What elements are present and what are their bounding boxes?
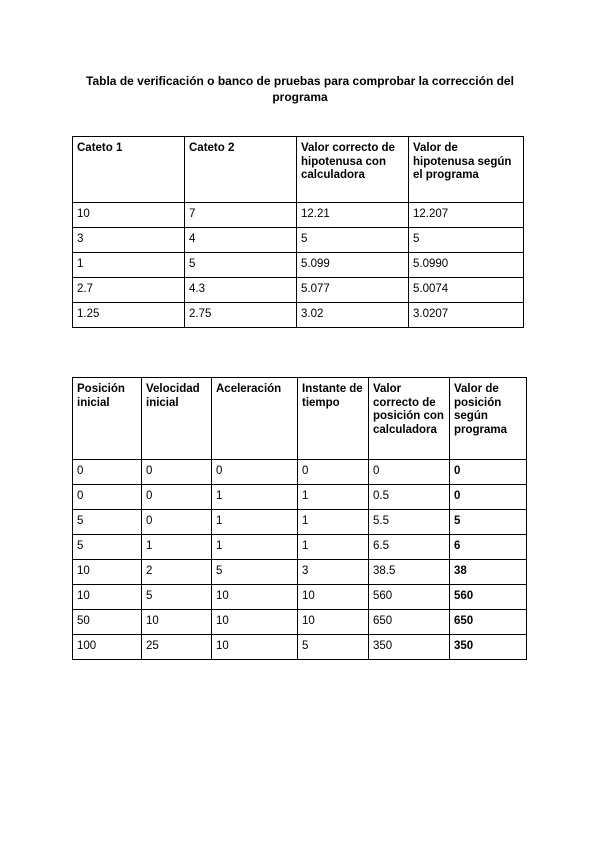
cell-posicion-inicial: 10: [73, 560, 142, 585]
header-instante-tiempo: Instante de tiempo: [298, 378, 369, 460]
cell-instante-tiempo: 3: [298, 560, 369, 585]
hypotenuse-verification-table: [72, 136, 524, 328]
cell-posicion-inicial: 5: [73, 535, 142, 560]
cell-aceleracion: 5: [212, 560, 298, 585]
cell-posicion-programa: 0: [450, 485, 527, 510]
cell-instante-tiempo: 5: [298, 635, 369, 660]
table-header-row: [73, 137, 524, 203]
cell-posicion-calculadora: 6.5: [369, 535, 450, 560]
table-row: [73, 535, 527, 560]
cell-velocidad-inicial: 0: [142, 510, 212, 535]
cell-aceleracion: 10: [212, 610, 298, 635]
cell-hipotenusa-programa: 3.0207: [409, 303, 524, 328]
cell-posicion-programa: 0: [450, 460, 527, 485]
cell-posicion-calculadora: 0: [369, 460, 450, 485]
cell-hipotenusa-calculadora: 5: [297, 228, 409, 253]
cell-cateto-1: 3: [73, 228, 185, 253]
cell-posicion-calculadora: 560: [369, 585, 450, 610]
cell-instante-tiempo: 10: [298, 610, 369, 635]
cell-posicion-calculadora: 5.5: [369, 510, 450, 535]
cell-posicion-programa: 560: [450, 585, 527, 610]
cell-posicion-inicial: 5: [73, 510, 142, 535]
cell-aceleracion: 1: [212, 510, 298, 535]
header-aceleracion: Aceleración: [212, 378, 298, 460]
table-row: [73, 228, 524, 253]
cell-cateto-1: 2.7: [73, 278, 185, 303]
table-header-row: [73, 378, 527, 460]
cell-posicion-programa: 650: [450, 610, 527, 635]
cell-posicion-inicial: 0: [73, 485, 142, 510]
cell-posicion-inicial: 50: [73, 610, 142, 635]
cell-velocidad-inicial: 1: [142, 535, 212, 560]
table-row: [73, 460, 527, 485]
cell-posicion-calculadora: 350: [369, 635, 450, 660]
cell-posicion-programa: 38: [450, 560, 527, 585]
position-verification-table: [72, 377, 527, 660]
cell-posicion-inicial: 100: [73, 635, 142, 660]
cell-hipotenusa-calculadora: 3.02: [297, 303, 409, 328]
cell-aceleracion: 1: [212, 535, 298, 560]
header-posicion-inicial: Posición inicial: [73, 378, 142, 460]
cell-posicion-inicial: 10: [73, 585, 142, 610]
table-row: [73, 485, 527, 510]
header-posicion-programa: Valor de posición según programa: [450, 378, 527, 460]
header-cateto-1: Cateto 1: [73, 137, 185, 203]
cell-hipotenusa-programa: 5.0990: [409, 253, 524, 278]
cell-posicion-calculadora: 38.5: [369, 560, 450, 585]
cell-hipotenusa-programa: 5: [409, 228, 524, 253]
cell-instante-tiempo: 1: [298, 535, 369, 560]
cell-posicion-calculadora: 650: [369, 610, 450, 635]
cell-cateto-2: 2.75: [185, 303, 297, 328]
header-posicion-calculadora: Valor correcto de posición con calculadora: [369, 378, 450, 460]
cell-velocidad-inicial: 5: [142, 585, 212, 610]
table-row: [73, 253, 524, 278]
cell-aceleracion: 10: [212, 635, 298, 660]
header-cateto-2: Cateto 2: [185, 137, 297, 203]
table-row: [73, 560, 527, 585]
table-row: [73, 635, 527, 660]
cell-aceleracion: 1: [212, 485, 298, 510]
cell-posicion-inicial: 0: [73, 460, 142, 485]
cell-instante-tiempo: 1: [298, 485, 369, 510]
cell-instante-tiempo: 10: [298, 585, 369, 610]
cell-cateto-2: 4.3: [185, 278, 297, 303]
cell-aceleracion: 10: [212, 585, 298, 610]
cell-aceleracion: 0: [212, 460, 298, 485]
header-hipotenusa-calculadora: Valor correcto de hipotenusa con calculadora: [297, 137, 409, 203]
cell-cateto-1: 1: [73, 253, 185, 278]
table-row: [73, 610, 527, 635]
cell-velocidad-inicial: 25: [142, 635, 212, 660]
table-row: [73, 585, 527, 610]
cell-instante-tiempo: 1: [298, 510, 369, 535]
header-hipotenusa-programa: Valor de hipotenusa según el programa: [409, 137, 524, 203]
table-row: [73, 278, 524, 303]
cell-cateto-2: 5: [185, 253, 297, 278]
cell-velocidad-inicial: 0: [142, 485, 212, 510]
table-row: [73, 203, 524, 228]
cell-cateto-2: 7: [185, 203, 297, 228]
document-title: Tabla de verificación o banco de pruebas para comprobar la corrección del programa: [86, 74, 514, 104]
cell-velocidad-inicial: 2: [142, 560, 212, 585]
table-row: [73, 303, 524, 328]
cell-velocidad-inicial: 0: [142, 460, 212, 485]
cell-posicion-calculadora: 0.5: [369, 485, 450, 510]
cell-hipotenusa-calculadora: 12.21: [297, 203, 409, 228]
cell-cateto-2: 4: [185, 228, 297, 253]
cell-velocidad-inicial: 10: [142, 610, 212, 635]
table-row: [73, 510, 527, 535]
cell-hipotenusa-calculadora: 5.099: [297, 253, 409, 278]
cell-instante-tiempo: 0: [298, 460, 369, 485]
header-velocidad-inicial: Velocidad inicial: [142, 378, 212, 460]
cell-hipotenusa-programa: 12.207: [409, 203, 524, 228]
cell-posicion-programa: 5: [450, 510, 527, 535]
cell-hipotenusa-programa: 5.0074: [409, 278, 524, 303]
cell-hipotenusa-calculadora: 5.077: [297, 278, 409, 303]
cell-cateto-1: 10: [73, 203, 185, 228]
cell-posicion-programa: 6: [450, 535, 527, 560]
cell-posicion-programa: 350: [450, 635, 527, 660]
cell-cateto-1: 1.25: [73, 303, 185, 328]
